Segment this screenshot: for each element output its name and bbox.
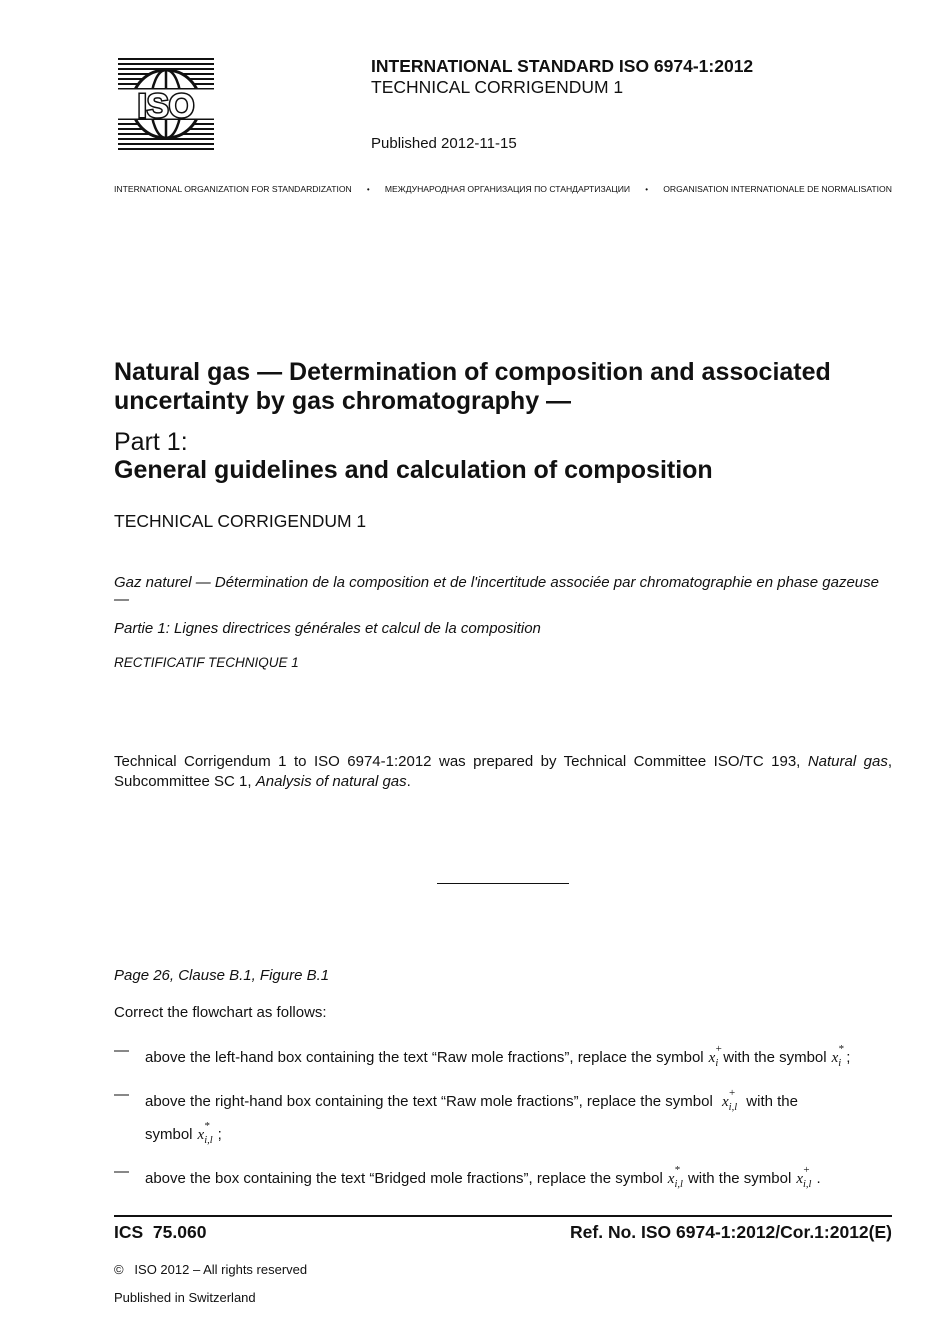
iso-logo-text: ISO [137, 87, 195, 124]
bullet-separator: • [645, 184, 649, 194]
french-title: Gaz naturel — Détermination de la composition et de l'incertitude associée par chromatographie en phase gazeuse — [114, 574, 879, 608]
document-title: Natural gas — Determination of composition and associated uncertainty by gas chromatography — [114, 358, 831, 415]
symbol-x-il-plus: $x_{i,l}$ + [721, 1087, 738, 1113]
part-title: General guidelines and calculation of composition [114, 456, 713, 484]
ics-code: ICS 75.060 [114, 1222, 207, 1242]
subcommittee-name: Analysis of natural gas [255, 773, 407, 790]
org-name-ru: МЕЖДУНАРОДНАЯ ОРГАНИЗАЦИЯ ПО СТАНДАРТИЗАЦИИ [384, 184, 631, 194]
organization-names [114, 184, 892, 194]
symbol-x-i-star: $x_i$ * [831, 1043, 845, 1069]
published-in: Published in Switzerland [114, 1290, 256, 1305]
list-dash: — [114, 1086, 129, 1103]
footer-rule [114, 1215, 892, 1217]
part-label: Part 1: [114, 428, 188, 456]
french-part-title: Partie 1: Lignes directrices générales et calcul de la composition [114, 620, 541, 637]
prepared-by-paragraph: Technical Corrigendum 1 to ISO 6974-1:2012 was prepared by Technical Committee ISO/TC 193, Natural gas, Subcommittee SC 1, Analysis of natural gas. [114, 753, 892, 790]
published-date: Published 2012-11-15 [371, 135, 517, 152]
correction-intro: Correct the flowchart as follows: [114, 1004, 327, 1021]
symbol-x-il-star: $x_{i,l}$ * [667, 1164, 683, 1190]
committee-name: Natural gas [807, 753, 888, 770]
bullet-separator: • [366, 184, 370, 194]
org-name-en: INTERNATIONAL ORGANIZATION FOR STANDARDIZATION [114, 184, 352, 194]
iso-logo [116, 56, 216, 152]
french-corrigendum-label: RECTIFICATIF TECHNIQUE 1 [114, 655, 299, 670]
symbol-x-il-plus: $x_{i,l}$ + [796, 1164, 812, 1190]
correction-item-2: above the right-hand box containing the text “Raw mole fractions”, replace the symbol $x_{i,l}$ + with the symbol $x_{i,l}$ * ; [145, 1086, 892, 1152]
section-divider [437, 883, 569, 884]
correction-item-1: above the left-hand box containing the text “Raw mole fractions”, replace the symbol $x_i$ + with the symbol $x_i$ * ; [145, 1042, 892, 1075]
correction-item-3: above the box containing the text “Bridged mole fractions”, replace the symbol $x_{i,l}$ * with the symbol $x_{i,l}$ + . [145, 1163, 892, 1196]
symbol-x-i-plus: $x_i$ + [708, 1043, 722, 1069]
reference-number: Ref. No. ISO 6974-1:2012/Cor.1:2012(E) [570, 1222, 892, 1242]
corrigendum-label: TECHNICAL CORRIGENDUM 1 [371, 77, 624, 97]
technical-corrigendum-heading: TECHNICAL CORRIGENDUM 1 [114, 511, 367, 531]
copyright: © ISO 2012 – All rights reserved [114, 1262, 308, 1277]
org-name-fr: ORGANISATION INTERNATIONALE DE NORMALISATION [663, 184, 892, 194]
list-dash: — [114, 1042, 129, 1059]
symbol-x-il-star: $x_{i,l}$ * [197, 1120, 213, 1146]
standard-title: INTERNATIONAL STANDARD ISO 6974-1:2012 [371, 56, 754, 76]
list-dash: — [114, 1163, 129, 1180]
correction-location: Page 26, Clause B.1, Figure B.1 [114, 967, 330, 984]
